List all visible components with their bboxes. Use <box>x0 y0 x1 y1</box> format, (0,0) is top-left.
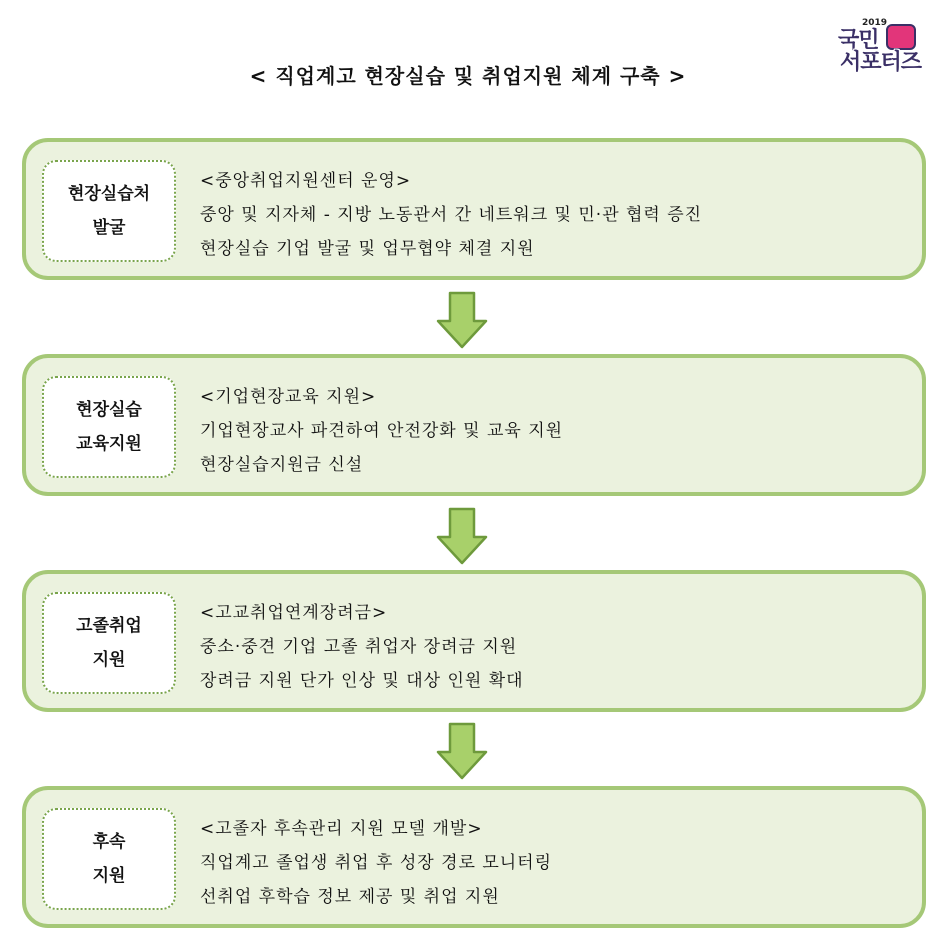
stage-line: 선취업 후학습 정보 제공 및 취업 지원 <box>200 887 500 907</box>
stage-label-line: 발굴 <box>92 218 126 238</box>
stage-label-line: 현장실습 <box>76 400 142 420</box>
down-arrow-icon <box>436 507 488 565</box>
stage-box-4 <box>22 786 926 928</box>
logo-year: 2019 <box>862 18 888 28</box>
stage-label-1 <box>42 160 176 262</box>
stage-line: 현장실습 기업 발굴 및 업무협약 체결 지원 <box>200 239 535 259</box>
stage-label-line: 후속 <box>92 832 126 852</box>
down-arrow-icon <box>436 291 488 349</box>
stage-line: 현장실습지원금 신설 <box>200 455 364 475</box>
stage-label-line: 고졸취업 <box>76 616 142 636</box>
stage-label-3 <box>42 592 176 694</box>
stage-line: 직업계고 졸업생 취업 후 성장 경로 모니터링 <box>200 853 553 873</box>
stage-heading: <고졸자 후속관리 지원 모델 개발> <box>200 819 483 839</box>
down-arrow-icon <box>436 722 488 780</box>
stage-box-1 <box>22 138 926 280</box>
stage-content-2 <box>200 380 912 482</box>
stage-content-3 <box>200 596 912 698</box>
stage-label-2 <box>42 376 176 478</box>
stage-content-1 <box>200 164 912 266</box>
stage-heading: <기업현장교육 지원> <box>200 387 377 407</box>
stage-label-4 <box>42 808 176 910</box>
stage-label-line: 지원 <box>92 650 126 670</box>
stage-label-line: 지원 <box>92 866 126 886</box>
stage-label-line: 교육지원 <box>76 434 142 454</box>
stage-line: 기업현장교사 파견하여 안전강화 및 교육 지원 <box>200 421 564 441</box>
stage-heading: <고교취업연계장려금> <box>200 603 388 623</box>
stage-line: 장려금 지원 단가 인상 및 대상 인원 확대 <box>200 671 524 691</box>
logo-line1: 국민 <box>838 28 879 53</box>
tv-icon <box>886 24 916 50</box>
page-title: < 직업계고 현장실습 및 취업지원 체계 구축 > <box>249 64 687 88</box>
stage-line: 중소·중견 기업 고졸 취업자 장려금 지원 <box>200 637 518 657</box>
stage-label-line: 현장실습처 <box>67 184 151 204</box>
stage-content-4 <box>200 812 912 914</box>
stage-box-3 <box>22 570 926 712</box>
stage-line: 중앙 및 지자체 - 지방 노동관서 간 네트워크 및 민·관 협력 증진 <box>200 205 703 225</box>
stage-box-2 <box>22 354 926 496</box>
stage-heading: <중앙취업지원센터 운영> <box>200 171 412 191</box>
supporters-logo <box>832 14 924 80</box>
logo-line2: 서포터즈 <box>840 50 922 75</box>
